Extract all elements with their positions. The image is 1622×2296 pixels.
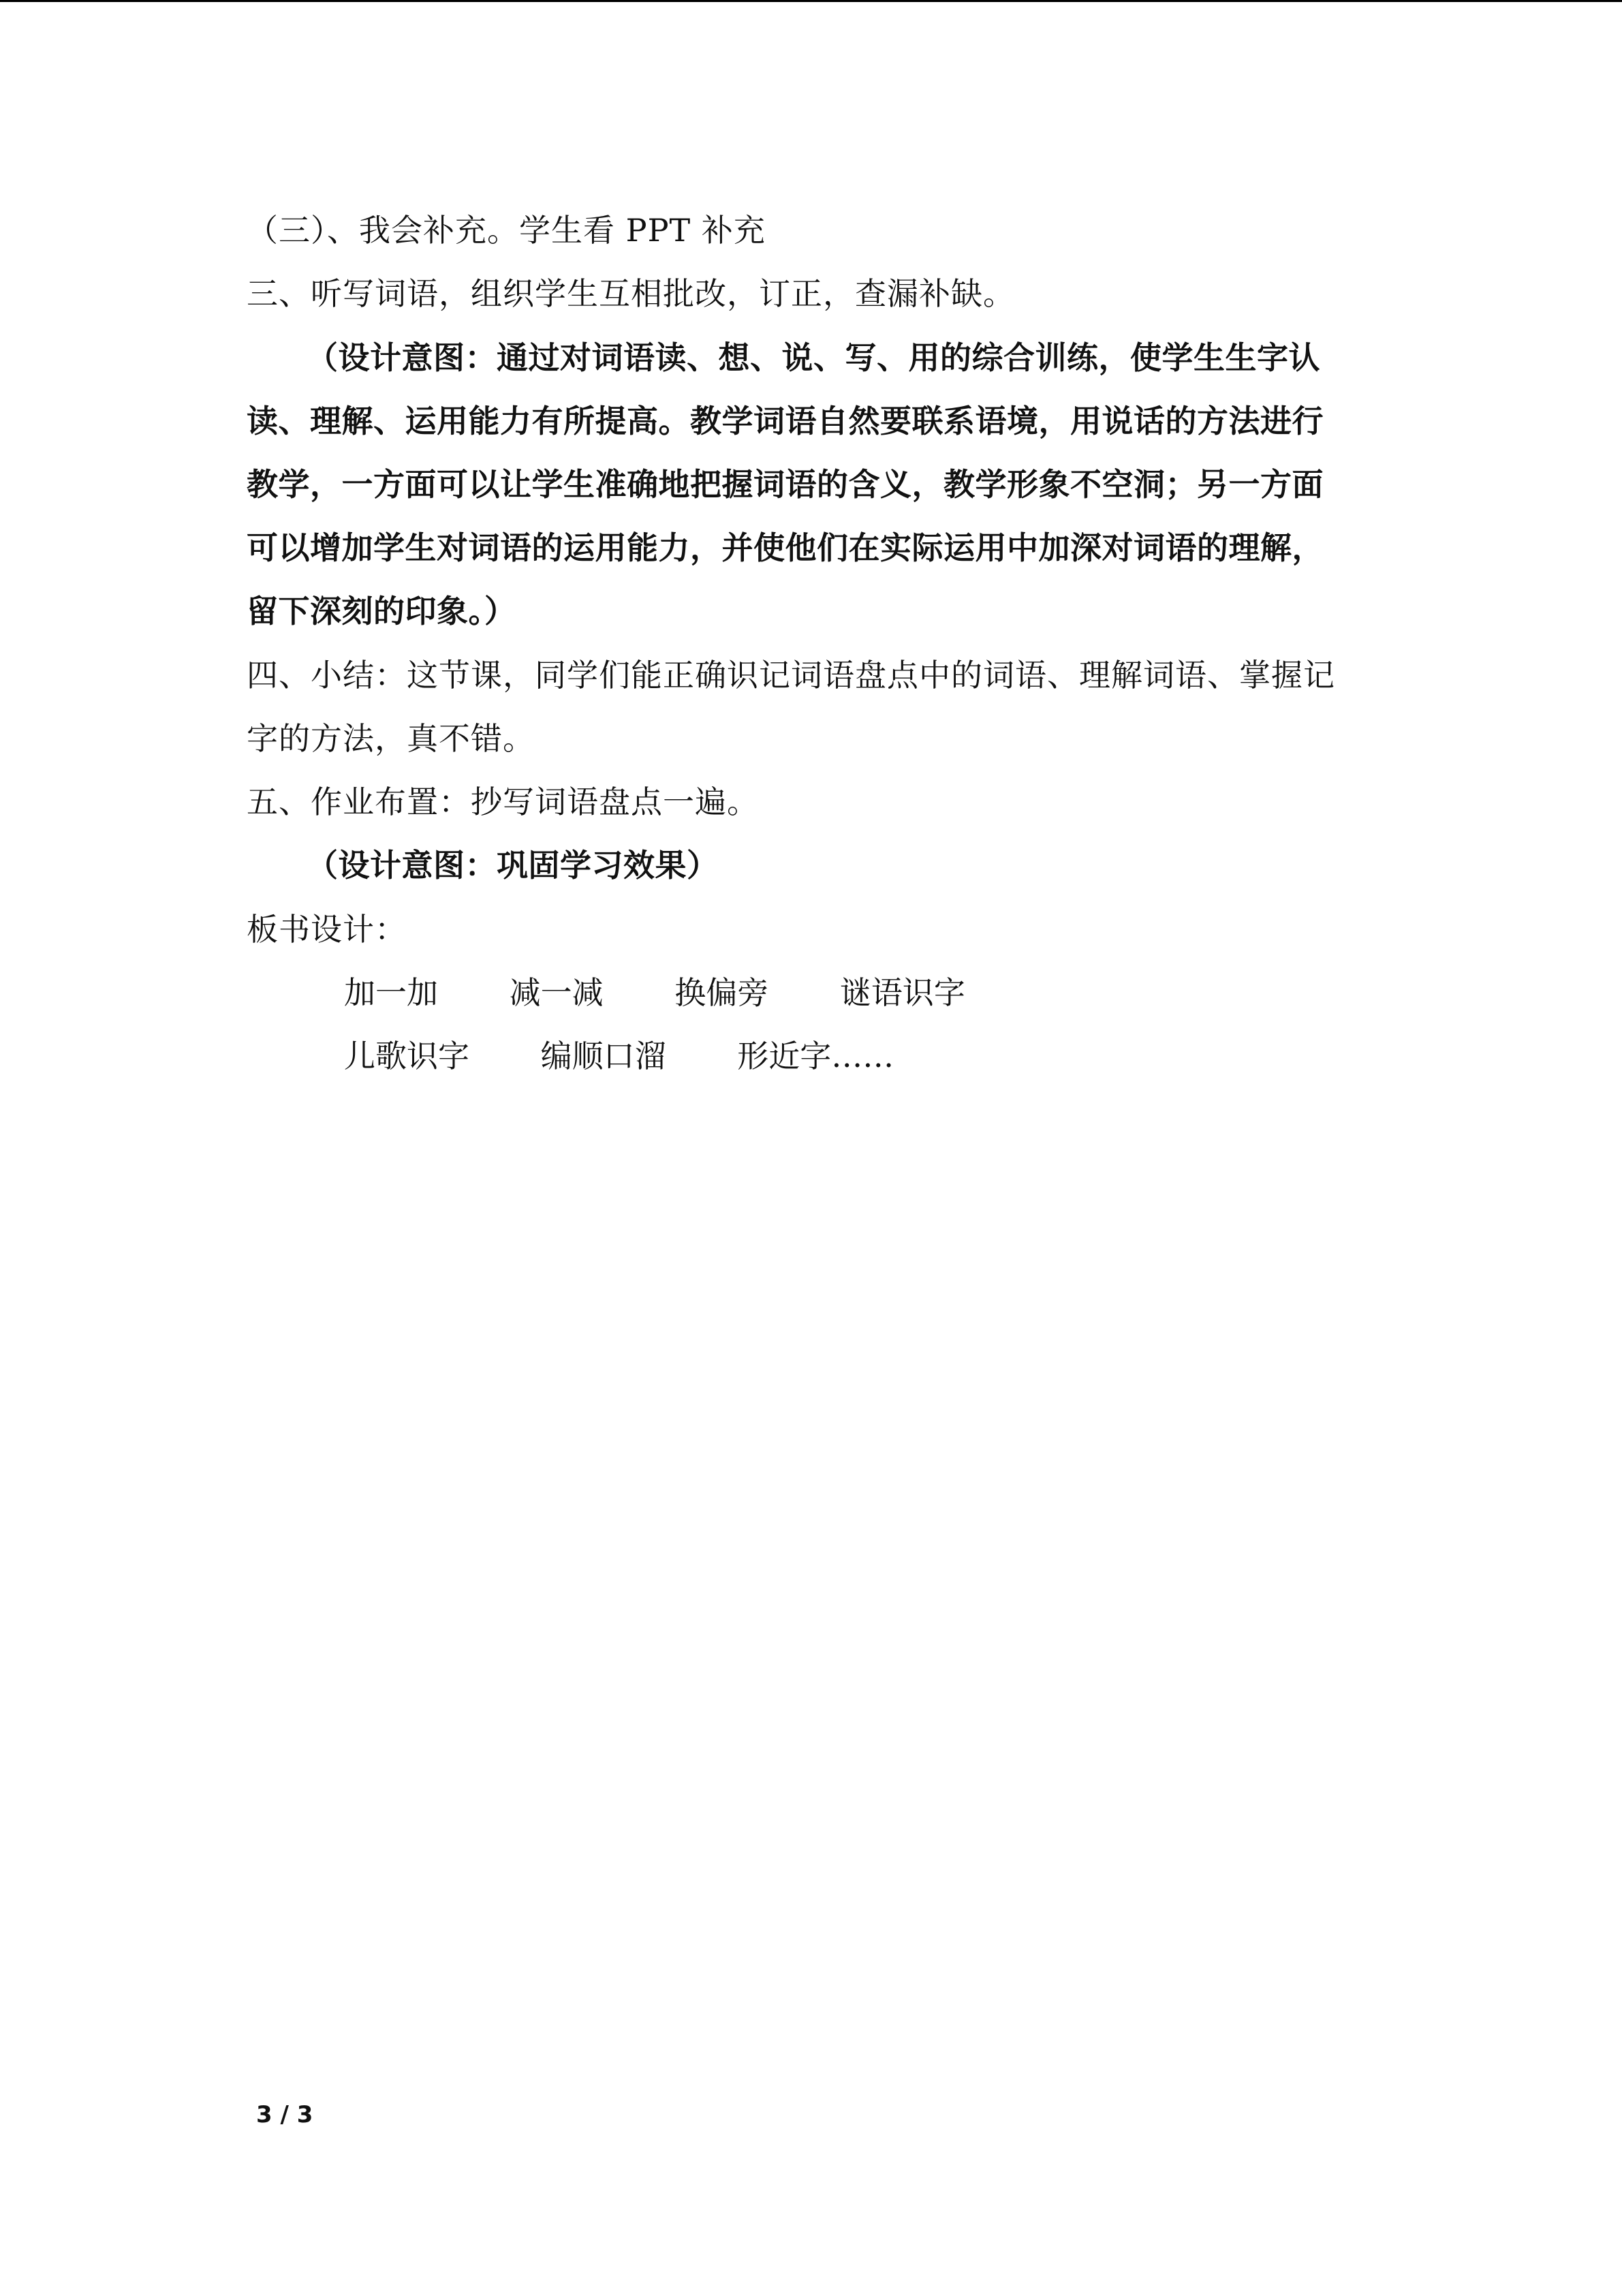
board-item: 减一减: [509, 974, 604, 1011]
design-intent-line-3: 教学，一方面可以让学生准确地把握词语的含义，教学形象不空洞；另一方面: [247, 466, 1324, 503]
board-design-title: 板书设计：: [247, 911, 407, 948]
homework-intent-line: （设计意图：巩固学习效果）: [307, 847, 719, 884]
summary-line-2: 字的方法，真不错。: [247, 720, 535, 757]
board-item: 形近字……: [737, 1038, 894, 1074]
design-intent-line-5: 留下深刻的印象。）: [247, 593, 516, 630]
board-item: 谜语识字: [839, 974, 965, 1011]
summary-line-1: 四、小结：这节课，同学们能正确识记词语盘点中的词语、理解词语、掌握记: [247, 657, 1335, 694]
board-item: 儿歌识字: [344, 1038, 469, 1074]
board-item: 换偏旁: [674, 974, 769, 1011]
board-row-2: [344, 1036, 955, 1076]
document-page: [0, 2, 1622, 2296]
design-intent-line-4: 可以增加学生对词语的运用能力，并使他们在实际运用中加深对词语的理解，: [247, 529, 1324, 566]
section-supplement-line: （三）、我会补充。学生看 PPT 补充: [247, 212, 766, 249]
design-intent-line-2: 读、理解、运用能力有所提高。教学词语自然要联系语境，用说话的方法进行: [247, 403, 1324, 439]
page-number: 3 / 3: [256, 2101, 313, 2128]
board-item: 编顺口溜: [540, 1038, 666, 1074]
board-item: 加一加: [344, 974, 438, 1011]
board-row-1: [344, 972, 1027, 1013]
dictation-line: 三、听写词语，组织学生互相批改，订正，查漏补缺。: [247, 275, 1015, 312]
homework-line: 五、作业布置：抄写词语盘点一遍。: [247, 784, 759, 820]
design-intent-line-1: （设计意图：通过对词语读、想、说、写、用的综合训练，使学生生字认: [307, 339, 1320, 376]
